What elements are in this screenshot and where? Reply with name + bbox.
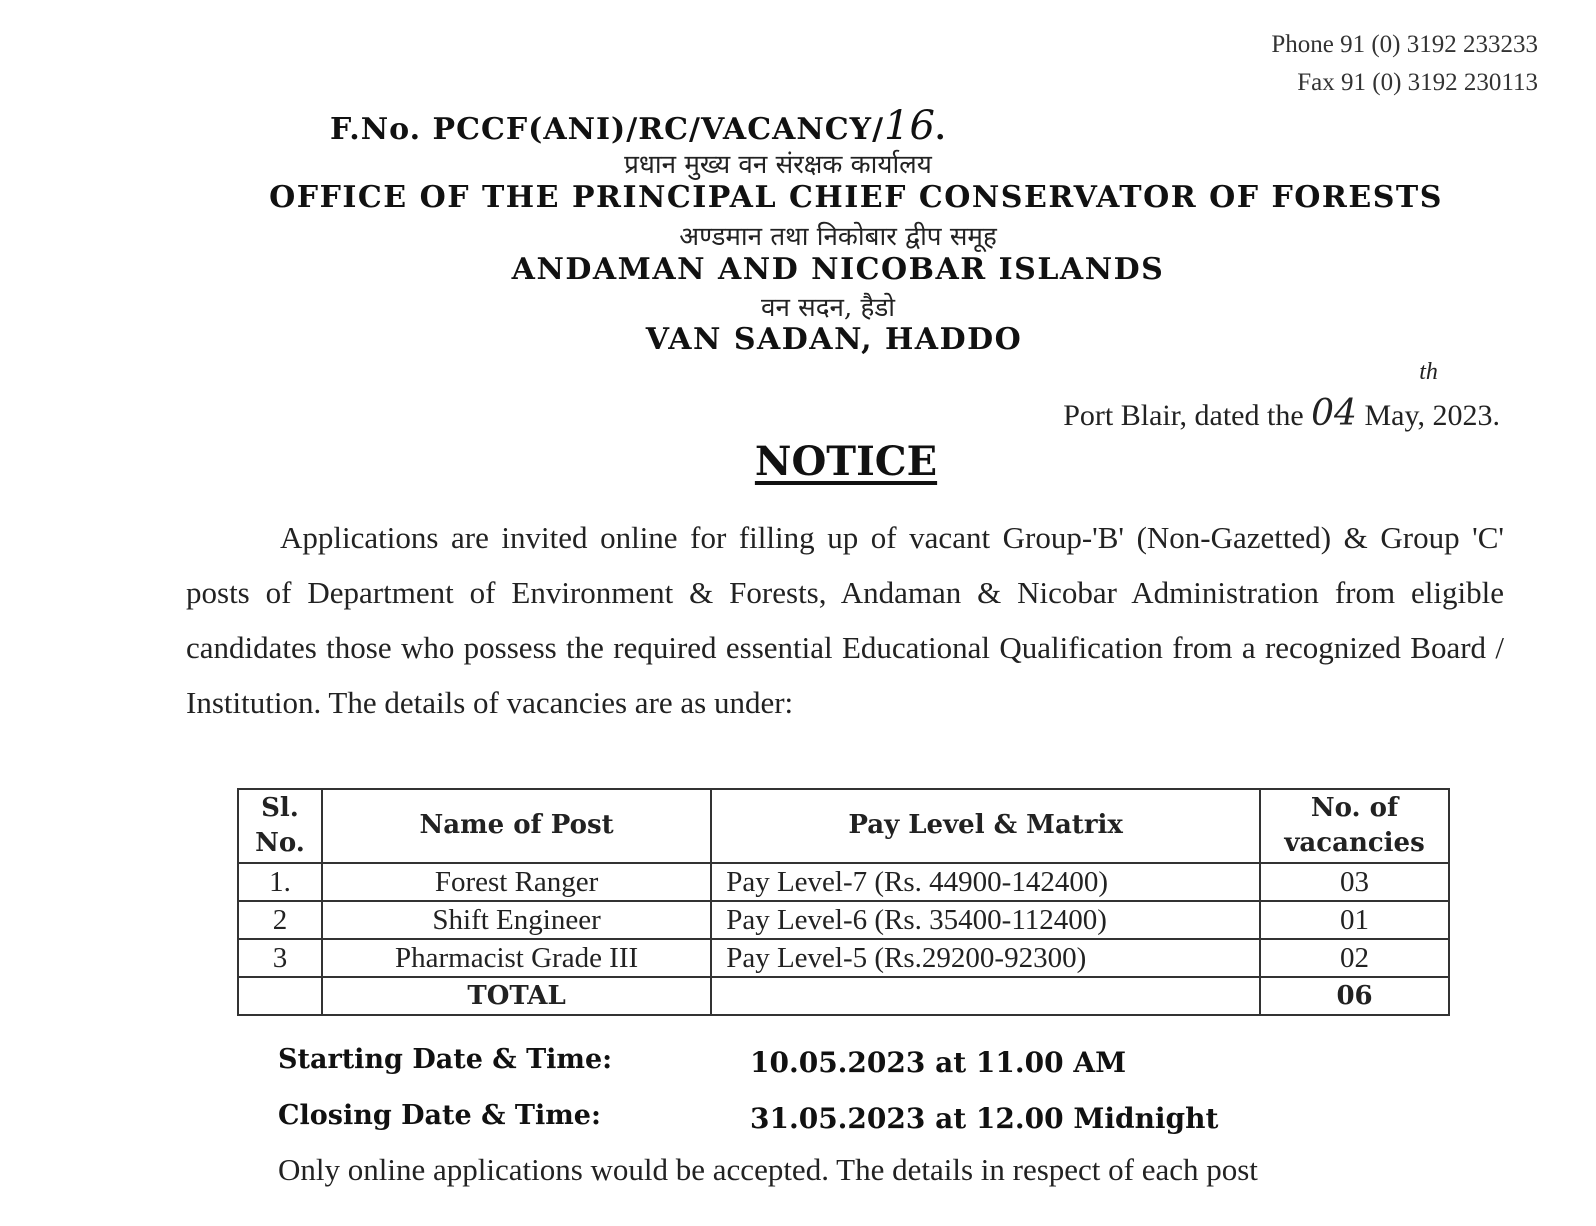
row-post: Forest Ranger (322, 863, 711, 901)
row-post: Pharmacist Grade III (322, 939, 711, 977)
header-vacancies: No. of vacancies (1260, 789, 1449, 863)
place-hindi: वन सदन, हैडो (761, 293, 895, 323)
table-total-row (238, 977, 1449, 1015)
header-post: Name of Post (322, 789, 711, 863)
dateline (1063, 359, 1500, 434)
table-row (238, 939, 1449, 977)
phone-number: Phone 91 (0) 3192 233233 (1271, 31, 1538, 58)
dateline-prefix: Port Blair, dated the (1063, 399, 1312, 432)
footer-text: Only online applications would be accepted. The details in respect of each post (278, 1152, 1258, 1187)
start-date-label: Starting Date & Time: (278, 1044, 613, 1075)
row-vacancies: 03 (1260, 863, 1449, 901)
row-post: Shift Engineer (322, 901, 711, 939)
header-sl-no: Sl. No. (238, 789, 322, 863)
islands-title-english: ANDAMAN AND NICOBAR ISLANDS (511, 252, 1165, 287)
office-title-hindi: प्रधान मुख्य वन संरक्षक कार्यालय (624, 150, 932, 180)
file-number-suffix: . (934, 112, 947, 147)
row-pay: Pay Level-5 (Rs.29200-92300) (711, 939, 1260, 977)
office-title-english: OFFICE OF THE PRINCIPAL CHIEF CONSERVATOR OF FORESTS (269, 180, 1443, 215)
notice-paragraph: Applications are invited online for filling up of vacant Group-'B' (Non-Gazetted) & Group 'C' posts of Department of Environment & Forests, Andaman & Nicobar Administration from eligible candidates those who possess the required essential Educational Qualification from a recognized Board / Institution. The details of vacancies are as under: (186, 520, 1504, 720)
table-row (238, 863, 1449, 901)
row-sl: 1. (238, 863, 322, 901)
row-pay: Pay Level-7 (Rs. 44900-142400) (711, 863, 1260, 901)
table-row (238, 901, 1449, 939)
fax-number: Fax 91 (0) 3192 230113 (1297, 69, 1538, 96)
dateline-day-handwritten: 04 (1311, 393, 1357, 434)
notice-heading (0, 438, 1596, 485)
dateline-day-suffix: th (1419, 359, 1438, 385)
row-sl: 3 (238, 939, 322, 977)
close-date-label: Closing Date & Time: (278, 1100, 601, 1131)
file-number-text: F.No. PCCF(ANI)/RC/VACANCY/ (330, 112, 885, 147)
dateline-suffix: May, 2023. (1356, 399, 1500, 432)
total-empty-cell (238, 977, 322, 1015)
row-vacancies: 01 (1260, 901, 1449, 939)
row-sl: 2 (238, 901, 322, 939)
total-empty-pay (711, 977, 1260, 1015)
total-label: TOTAL (322, 977, 711, 1015)
close-date-value: 31.05.2023 at 12.00 Midnight (750, 1102, 1219, 1135)
file-number (330, 103, 1330, 149)
row-pay: Pay Level-6 (Rs. 35400-112400) (711, 901, 1260, 939)
place-english: VAN SADAN, HADDO (645, 322, 1023, 357)
row-vacancies: 02 (1260, 939, 1449, 977)
header-pay: Pay Level & Matrix (711, 789, 1260, 863)
islands-title-hindi: अण्डमान तथा निकोबार द्वीप समूह (679, 222, 997, 252)
start-date-value: 10.05.2023 at 11.00 AM (750, 1046, 1127, 1079)
notice-title: NOTICE (754, 438, 938, 485)
total-value: 06 (1260, 977, 1449, 1015)
vacancy-table (237, 788, 1450, 1016)
table-header-row (238, 789, 1449, 863)
file-number-handwritten: 16 (884, 103, 935, 149)
